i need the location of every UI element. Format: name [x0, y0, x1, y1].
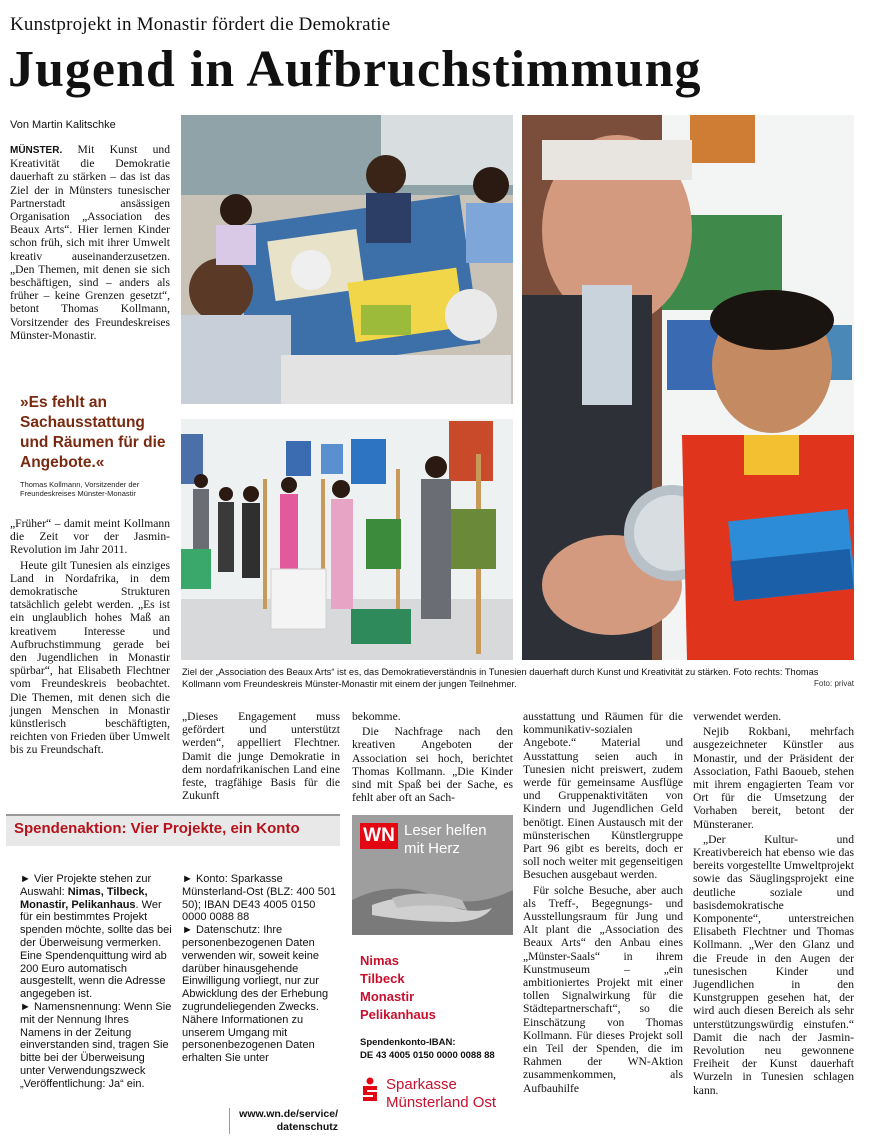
donation-info-right — [182, 873, 337, 1065]
ad-bank-line-1: Sparkasse — [386, 1076, 457, 1093]
paragraph: „Der Kultur- und Kreativbereich hat ebenso wie das bereits vorgestellte Umweltprojekt sowie das Säuglingsprojekt eine deutliche soziale und basisdemokratische Komponente“, unterstreichen Elisabeth Flechtner und Thomas Kollmann. „Wer den Glanz und die Freude in den Augen der tunesischen Kinder und Jugendlichen in den Kunstgruppen gesehen hat, der wird auch diesen Bereich als sehr unterstützungswürdig einstufen.“ Damit die nach der Jasmin-Revolution neu gewonnene Freiheit der Kunst dauerhaft Wurzeln in Tunesien schlagen kann. — [693, 832, 854, 1097]
paragraph: Die Nachfrage nach den kreativen Angeboten der Association sei hoch, berichtet Thomas Kollmann. „Die Kinder sind mit Spaß bei der Sache, es fehlt aber oft an Sach- — [352, 725, 513, 805]
donation-info-left — [20, 873, 172, 1091]
article-column-3 — [352, 710, 513, 806]
paragraph: verwendet werden. — [693, 710, 782, 723]
handshake-icon — [352, 860, 513, 935]
pull-quote-source: Thomas Kollmann, Vorsitzender der Freundeskreises Münster-Monastir — [20, 480, 140, 498]
photo-credit: Foto: privat — [813, 679, 854, 688]
bullet-text: ► Namensnennung: Wenn Sie mit der Nennung Ihres Namens in der Zeitung einverstanden sind, tragen Sie bitte bei der Überweisung unter Verwendungszweck „Veröffentlichung: Ja“ ein. — [20, 1000, 172, 1090]
bullet-text: ► Datenschutz: Ihre personenbezogenen Daten verwenden wir, soweit keine darüber hinausgehende Einwilligung vorliegt, nur zur Abwicklung des der Erhebung zugrundeliegenden Zwecks. Nähere Informationen zu unserem Umgang mit personenbezogenen Daten erhalten Sie unter — [182, 924, 329, 1065]
photo-illustration — [181, 419, 513, 660]
bullet-text: ► Konto: Sparkasse Münsterland-Ost (BLZ: 400 501 50); IBAN DE43 4005 0150 0000 0088 88 — [182, 873, 337, 924]
paragraph: Nejib Rokbani, mehrfach ausgezeichneter Künstler aus Monastir, und der Präsident der Association, Fathi Baoueb, stehen mit ihrem engagierten Team vor Ort für die Umsetzung der Vorhaben bereit, betont der Münsteraner. — [693, 725, 854, 831]
photo-girls-at-easels — [181, 419, 513, 660]
ad-bank-line-2: Münsterland Ost — [386, 1094, 497, 1111]
paragraph: ausstattung und Räumen für die kommunikativ-sozialen Angebote.“ Material und Ausstattung seien auch in Tunesien nicht preiswert, zudem werde für gemeinsame Ausflüge und Gruppenaktivitäten von Kindern und Jugendlichen Geld benötigt. Einen Austausch mit der münsterischen Künstlergruppe Part 96 gibt es bereits, doch er soll noch weiter mit gegenseitigen Besuchen ausgebaut werden. — [523, 710, 683, 882]
kicker: Kunstprojekt in Monastir fördert die Demokratie — [10, 14, 391, 35]
ad-tagline-2: mit Herz — [404, 840, 460, 857]
link-divider — [229, 1108, 230, 1134]
sparkasse-logo-icon — [362, 1077, 378, 1101]
privacy-link[interactable] — [228, 1108, 338, 1134]
photo-illustration — [522, 115, 854, 660]
article-column-4 — [523, 710, 683, 1097]
ad-iban-label: Spendenkonto-IBAN: — [360, 1037, 456, 1048]
photo-illustration — [181, 115, 513, 404]
dateline: MÜNSTER. — [10, 145, 63, 156]
ad-project-2: Tilbeck — [360, 971, 405, 986]
ad-project-4: Pelikanhaus — [360, 1007, 436, 1022]
photo-kollmann-with-boy — [522, 115, 854, 660]
bullet-text: ► Vier Projekte stehen zur Auswahl: — [20, 873, 152, 898]
ad-project-3: Monastir — [360, 989, 415, 1004]
paragraph: Heute gilt Tunesien als einziges Land in Nordafrika, in dem demokratische Strukturen tatsächlich gelebt werden. „Es ist ein unglaublich hohes Maß an kreativem Interesse und Aufbruchstimmung gerade bei den Jugendlichen in Monastir spürbar“, hat Elisabeth Flechtner vom Freundeskreis beobachtet. Die Themen, mit denen sich die jungen Menschen in Monastir künstlerisch beschäftigten, reichten von Frieden über Umwelt bis zu Freundschaft. — [10, 558, 170, 757]
paragraph: Mit Kunst und Kreativität die Demokratie dauerhaft zu stärken – das ist das Ziel der in Münsters tunesischer Partnerstadt ansässigen Organisation „Association des Beaux Arts“. Hier lernen Kinder schon früh, sich mit ihrer Umwelt kreativ auseinanderzusetzen. „Den Themen, mit denen sie sich beschäftigen, sind – anders als früher – keine Grenzen gesetzt“, betont Thomas Kollmann, Vorsitzender des Freundeskreises Münster-Monastir. — [10, 143, 170, 342]
paragraph: „Dieses Engagement muss gefördert und unterstützt werden“, appelliert Flechtner. Damit die junge Demokratie in dem nordafrikanischen Land eine feste, tragfähige Basis für die Zukunft — [182, 710, 340, 803]
privacy-link-line-2[interactable]: datenschutz — [276, 1120, 338, 1133]
pull-quote: »Es fehlt an Sachausstattung und Räumen für die Angebote.« — [20, 394, 166, 471]
ad-tagline-1: Leser helfen — [404, 822, 487, 839]
article-column-1-continued — [10, 517, 170, 759]
paragraph: „Früher“ – damit meint Kollmann die Zeit vor der Jasmin-Revolution im Jahr 2011. — [10, 517, 170, 557]
wn-logo: WN — [360, 823, 398, 849]
caption-text: Ziel der „Association des Beaux Arts“ ist es, das Demokratieverständnis in Tunesien dauerhaft durch Kunst und Kreativität zu stärken. Foto rechts: Thomas Kollmann vom Freundeskreis Münster-Monastir mit einem der jungen Teilnehmer. — [182, 667, 819, 689]
article-column-5 — [693, 710, 854, 1099]
ad-iban: DE 43 4005 0150 0000 0088 88 — [360, 1050, 495, 1061]
photo-caption — [182, 666, 854, 690]
ad-project-1: Nimas — [360, 953, 400, 968]
photo-children-painting-table — [181, 115, 513, 404]
project-list: Nimas, Tilbeck, Monastir, Pelikanhaus — [20, 885, 148, 911]
article-column-2 — [182, 710, 340, 804]
donation-box-title: Spendenaktion: Vier Projekte, ein Konto — [14, 820, 300, 837]
article-column-1 — [10, 143, 170, 344]
paragraph: bekomme. — [352, 710, 401, 723]
headline: Jugend in Aufbruchstimmung — [8, 41, 702, 98]
privacy-link-line-1[interactable]: www.wn.de/service/ — [239, 1108, 338, 1120]
wn-ad — [352, 815, 513, 1140]
byline: Von Martin Kalitschke — [10, 119, 116, 131]
paragraph: Für solche Besuche, aber auch als Treff-, Begegnungs- und Ausstellungsraum für Jung und Alt plant die „Association des Beaux Arts“ den Anbau eines „Münster-Saals“ in ihrem Kunstmuseum – „ein ambitioniertes Projekt mit einer tollen Signalwirkung für die Städtepartnerschaft“, so die Einschätzung von Thomas Kollmann. Für dieses Projekt soll ein Teil der Spenden, die im Rahmen der WN-Aktion zusammenkommen, als Aufbauhilfe — [523, 883, 683, 1095]
bullet-text: . Wer für ein bestimmtes Projekt spenden möchte, sollte das bei der Überweisung vermerken. Eine Spendenquittung wird ab 200 Euro automatisch ausgestellt, wenn die Adresse angegeben ist. — [20, 898, 172, 1001]
